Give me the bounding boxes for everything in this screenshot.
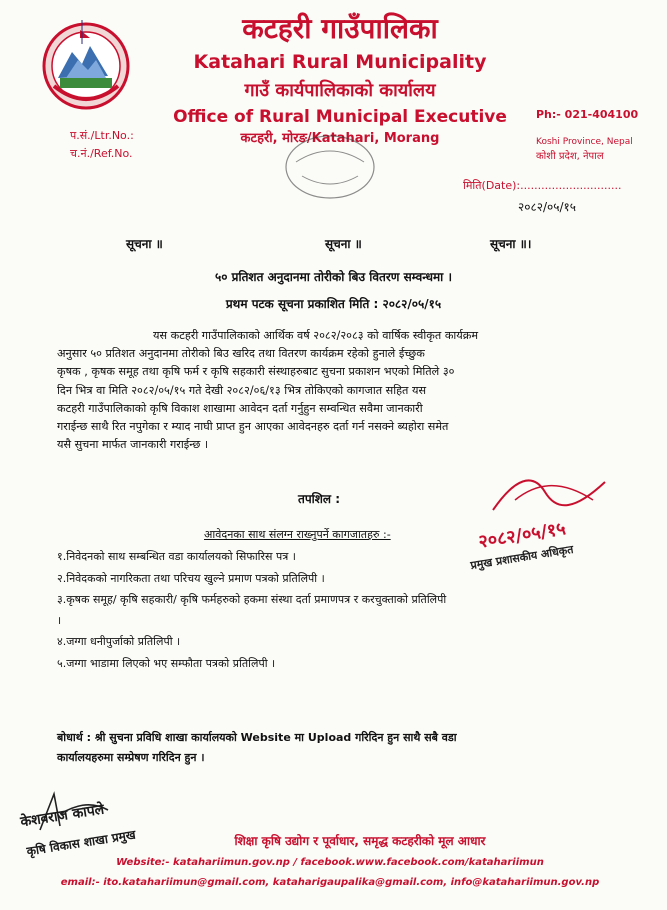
office-name-en: Office of Rural Municipal Executive bbox=[173, 107, 507, 127]
signature-date: २०८२/०५/१५ bbox=[476, 518, 568, 553]
document-item: ३.कृषक समूह/ कृषि सहकारी/ कृषि फर्महरुको हकमा संस्था दर्ता प्रमाणपत्र र करचुक्ताको प्रतिलिपी bbox=[57, 593, 447, 606]
footer-website: Website:- katahariimun.gov.np / facebook.www.facebook.com/katahariimun bbox=[116, 857, 544, 868]
municipality-name-en: Katahari Rural Municipality bbox=[193, 51, 487, 73]
notice-label-3: सूचना ॥। bbox=[490, 237, 532, 251]
signatory-designation: कृषि विकास शाखा प्रमुख bbox=[25, 827, 137, 859]
province-en: Koshi Province, Nepal bbox=[536, 137, 633, 147]
notice-body bbox=[57, 327, 605, 454]
notice-subject: ५० प्रतिशत अनुदानमा तोरीको बिउ वितरण सम्वन्धमा । bbox=[214, 270, 452, 284]
reference-number-label: च.नं./Ref.No. bbox=[70, 147, 133, 160]
body-line: यस कटहरी गाउँपालिकाको आर्थिक वर्ष २०८२/२०८३ को वार्षिक स्वीकृत कार्यक्रम bbox=[153, 329, 479, 342]
phone-number: Ph:- 021-404100 bbox=[536, 108, 639, 121]
municipality-name-np: कटहरी गाउँपालिका bbox=[242, 12, 438, 45]
nepal-emblem-icon bbox=[38, 16, 134, 112]
signature-icon bbox=[485, 470, 615, 518]
signatory-title: प्रमुख प्रशासकीय अधिकृत bbox=[469, 542, 575, 573]
documents-heading: आवेदनका साथ संलग्न राख्नुपर्ने कागजातहरु :- bbox=[204, 528, 391, 541]
footer-slogan: शिक्षा कृषि उद्योग र पूर्वाधार, समृद्ध कटहरीको मूल आधार bbox=[234, 834, 486, 848]
document-item: । bbox=[57, 614, 62, 627]
document-item: ४.जग्गा धनीपुर्जाको प्रतिलिपी । bbox=[57, 635, 181, 648]
cc-line: कार्यालयहरुमा सम्प्रेषण गरिदिन हुन । bbox=[57, 751, 205, 764]
body-line: कटहरी गाउँपालिकाको कृषि विकाश शाखामा आवेदन दर्ता गर्नुहुन सम्वन्धित सवैमा जानकारी bbox=[57, 401, 423, 415]
body-line: कृषक , कृषक समूह तथा कृषि फर्म र कृषि सहकारी संस्थाहरुबाट सुचना प्रकाशन भएको मितिले ३० bbox=[57, 365, 455, 379]
office-address: कटहरी, मोरङ/Katahari, Morang bbox=[240, 131, 440, 146]
body-line: यसै सुचना मार्फत जानकारी गराईन्छ । bbox=[57, 438, 209, 452]
signatory-name: केशवराज कापले bbox=[19, 801, 106, 831]
document-item: २.निवेदकको नागरिकता तथा परिचय खुल्ने प्रमाण पत्रको प्रतिलिपी । bbox=[57, 572, 325, 585]
date-label: मिति(Date):............................. bbox=[463, 179, 622, 192]
details-heading: तपशिल : bbox=[298, 492, 341, 506]
document-item: ५.जग्गा भाडामा लिएको भए सम्फौता पत्रको प्रतिलिपी । bbox=[57, 657, 276, 670]
published-date: प्रथम पटक सूचना प्रकाशित मिति : २०८२/०५/१५ bbox=[225, 297, 442, 311]
footer-email: email:- ito.katahariimun@gmail.com, kataharigaupalika@gmail.com, info@katahariimun.gov.np bbox=[60, 877, 600, 888]
office-name-np: गाउँ कार्यपालिकाको कार्यालय bbox=[244, 80, 436, 101]
body-line: दिन भित्र वा मिति २०८२/०५/१५ गते देखी २०८२/०६/१३ भित्र तोकिएको कागजात सहित यस bbox=[57, 383, 427, 397]
date-value: २०८२/०५/१५ bbox=[518, 200, 577, 214]
office-stamp-icon bbox=[282, 132, 378, 202]
body-line: गराईन्छ साथै रित नपुगेका र म्याद नाघी प्राप्त हुन आएका आवेदनहरु दर्ता गर्न नसक्ने ब्यहोरा समेत bbox=[57, 420, 449, 434]
body-line: अनुसार ५० प्रतिशत अनुदानमा तोरीको बिउ खरिद तथा वितरण कार्यक्रम रहेको हुनाले ईच्छुक bbox=[57, 347, 425, 361]
letter-number-label: प.सं./Ltr.No.: bbox=[70, 129, 134, 142]
province-np: कोशी प्रदेश, नेपाल bbox=[536, 151, 604, 162]
cc-line: बोधार्थ : श्री सुचना प्रविधि शाखा कार्यालयको Website मा Upload गरिदिन हुन साथै सबै वडा bbox=[57, 731, 457, 744]
document-item: १.निवेदनको साथ सम्बन्धित वडा कार्यालयको सिफारिस पत्र । bbox=[57, 550, 296, 563]
notice-label-2: सूचना ॥ bbox=[325, 237, 362, 251]
notice-label-1: सूचना ॥ bbox=[126, 237, 163, 251]
